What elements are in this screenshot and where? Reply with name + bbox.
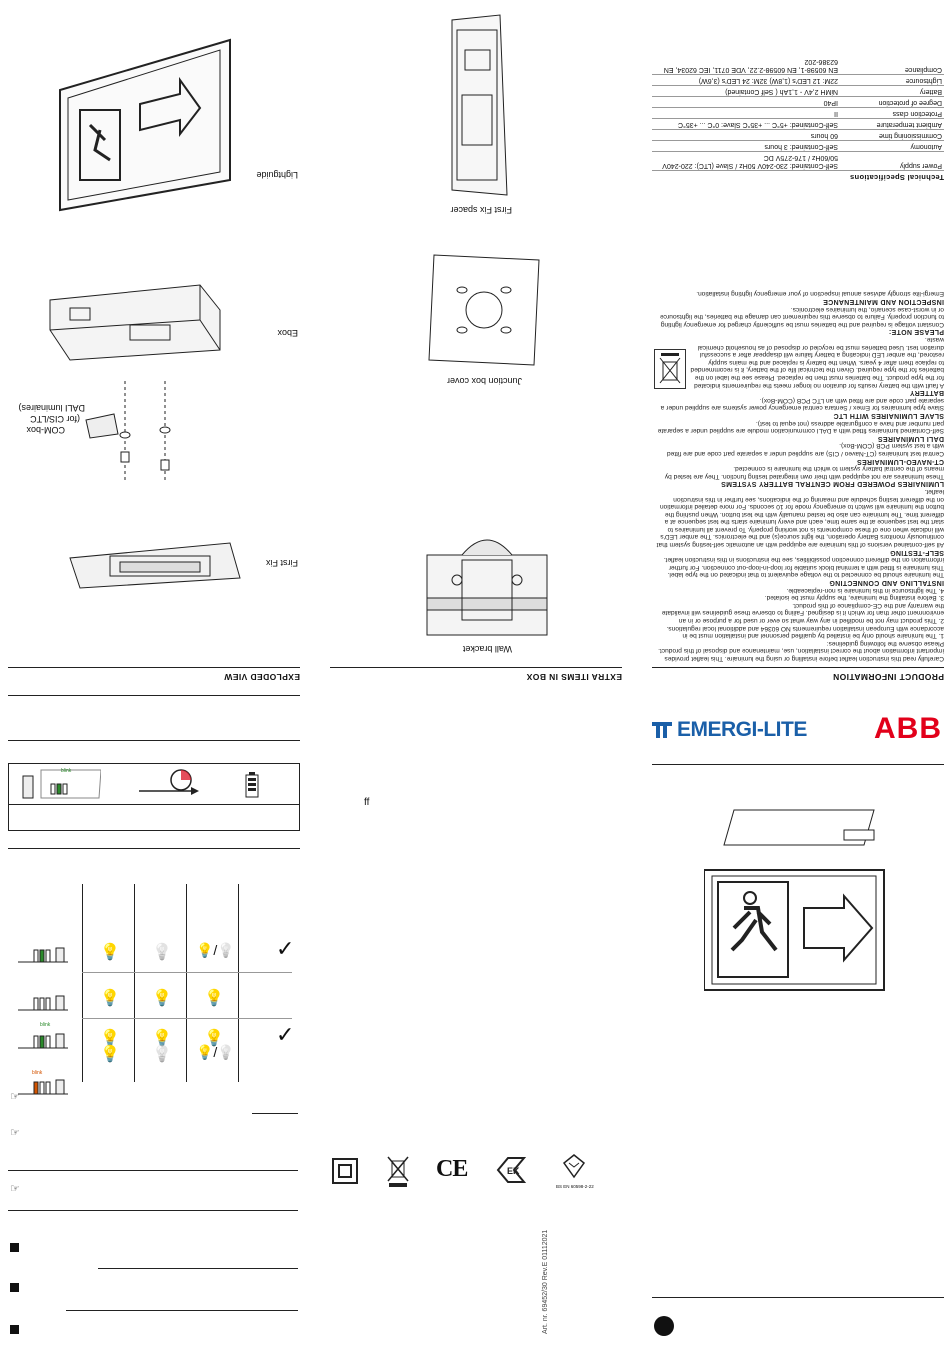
first-fix-label: First Fix (266, 558, 298, 568)
bullet-square-icon (10, 1243, 19, 1252)
junction-box-cover-label: Junction box cover (446, 376, 522, 386)
class-ii-icon (332, 1158, 358, 1184)
bullet-square-icon (10, 1325, 19, 1334)
battery-title: BATTERY (909, 389, 944, 397)
spec-row: Battery NiMH 2,4V - 1,1Ah ( Self Contained) (652, 86, 944, 97)
installing-text: The luminaire should be connected to the voltage equivalent to that indicated on the type label. This luminaire is fitted with a terminal block suitable for loop-in-loop-out connection. For further information on the different connection possibilities, see the instructions in this instruction leaflet. (663, 556, 944, 579)
central-text: These luminaires are not equipped with their own integrated testing function. They are tested by means of the central battery system to which the luminaire is connected. (664, 465, 944, 480)
spec-row: Protection class II (652, 108, 944, 119)
intro-text: Carefully read this instruction leaflet before installing or using the luminaire. This leaflet provides important information about the correct installation, use, maintenance and disposal of this product. (658, 647, 944, 662)
wall-bracket-drawing (422, 520, 552, 640)
spec-row: Ambient temperature Self-Contained: +5°C ... +35°C Slave: 0°C ... +35°C (652, 119, 944, 130)
slave-text: Slave type luminaires for Emex / Sentara central emergency power systems are supplied under a separate part code and are fitted with an LTC PCB (COM-Box). (660, 396, 944, 412)
screws-drawing (110, 370, 180, 480)
note-title: PLEASE NOTE: (888, 328, 944, 336)
emergi-lite-logo: EMERGI-LITE (652, 716, 807, 744)
led-row-2 (18, 990, 78, 1014)
bulb-lit-icon: 💡 (100, 944, 120, 961)
bsi-label: BS EN 60598-2-22 (556, 1184, 594, 1189)
exploded-column (8, 0, 300, 1353)
battery-icon (245, 772, 259, 798)
art-number: Art. nr. 69452/30 Rev.E 01112021 (542, 1229, 549, 1334)
hand-pointer-icon: ☞ (10, 1091, 20, 1103)
first-fix-spacer-label: First Fix spacer (450, 205, 512, 215)
self-testing-text: All self-contained versions of this luminaire are equipped with an automatic self-testing system that continuously monitors Battery operation, the light source(s) and the electronics. The amber LED's will indicate when one of these components is not working properly. To prevent all luminaires to start the test sequence at the same time, each and every luminaire starts the test sequence at a different time. The luminaire can also be tested manually with the test button. When pushing the button the luminaire will switch to emergency mode for 10 seconds. For more detailed information on the different testing schedule and meaning of the indications, see further in this instruction leaflet. (656, 487, 944, 549)
first-fix-drawing (60, 528, 250, 598)
guideline-4: 4. The lightsource in this luminaire is non-replaceable. (786, 586, 944, 594)
bulb-lit-icon: 💡 (100, 990, 120, 1007)
self-testing-title: SELF-TESTING (889, 548, 944, 556)
ebox-label: Ebox (277, 328, 298, 338)
installing-title: INSTALLING AND CONNECTING (829, 579, 944, 587)
bulb-toggle-icon: 💡/💡 (196, 1044, 235, 1060)
product-info-title: PRODUCT INFORMATION (832, 672, 944, 682)
bulb-lit-icon: 💡 (100, 1046, 120, 1063)
spec-row: Compliance EN 60598-1, EN 60598-2.22, VDE 0711, IEC 62034, EN 62386-202 (652, 56, 944, 75)
led-row-4 (18, 1074, 78, 1098)
kitemark-icon (562, 1153, 586, 1179)
com-box-label: COM-box (26, 425, 65, 435)
ctnaveo-text: Central test luminaires (CT-Naveo / CIS) are supplied under a separate part code and are fitted with a test system PCB (COM-Box). (666, 442, 944, 457)
led-row-1 (18, 942, 78, 966)
spec-table (652, 56, 944, 182)
wall-bracket-label: Wall bracket (462, 644, 512, 654)
emergi-lite-mark-icon (652, 720, 674, 740)
extra-items-rotated (330, 0, 622, 690)
bulb-lit-icon: 💡 (152, 1030, 172, 1047)
product-info-column (652, 0, 944, 1353)
bulb-lit-icon: 💡 (204, 1030, 224, 1047)
com-box-sub1: (for CIS/LTC (30, 414, 80, 424)
led-row-3 (18, 1028, 78, 1052)
bulb-lit-icon: 💡 (100, 1030, 120, 1047)
guideline-2: 2. This product may not be modified in any way what so ever or used for a purpose or in an environment other than for which it is designed. Failing to observe these guidelines will invalidate the warranty and the CE-compliance of this product. (661, 601, 944, 625)
lightguide-drawing (20, 20, 240, 230)
note-text: Constant voltage is required and the batteries must be sufficiently charged for emergency lighting to function properly. Failure to observe this requirement can damage the batteries, the lightsource or in worst-case scenario, the luminaires electronics. (660, 305, 944, 328)
inspection-text: Emergi-lite strongly advises annual inspection of your emergency lighting installation. (696, 290, 944, 298)
spec-row: Autonomy Self-Contained: 3 hours (652, 141, 944, 152)
central-title: LUMINAIRES POWERED FROM CENTRAL BATTERY SYSTEMS (720, 480, 944, 488)
blink-label: blink (40, 1022, 51, 1028)
junction-box-cover-drawing (424, 250, 544, 370)
guidelines-title: Please observe the following guidelines: (826, 639, 944, 647)
check-icon: ✓ (276, 936, 295, 961)
spec-row: Commissioning time 60 hours (652, 130, 944, 141)
bullet-square-icon (10, 1283, 19, 1292)
dali-text: Self-Contained luminaires fitted with a DALI communication module are supplied under a separate part number and have a configurable address (not equal to test). (657, 419, 944, 435)
spec-title: Technical Specifications (849, 173, 944, 182)
check-icon: ✓ (276, 1022, 295, 1047)
spec-row: Power supply Self-Contained: 230-240V 50Hz / Slave (LTC): 220-240V 50/60Hz / 176-275V DC (652, 152, 944, 171)
weee-bin-icon (386, 1155, 410, 1189)
weee-icon (654, 349, 686, 389)
first-fix-spacer-drawing (442, 10, 512, 200)
exploded-title: EXPLODED VIEW (223, 672, 300, 682)
dali-title: DALI LUMINAIRES (877, 434, 944, 442)
fragment-text: ff (364, 797, 370, 808)
svg-text:EK: EK (507, 1166, 520, 1176)
spec-row: Lightsource 22M: 12 LED's (1,8W) 32M: 24 LED's (3,6W) (652, 75, 944, 86)
bulb-off-icon: 💡 (152, 944, 172, 961)
test-sequence-box (8, 763, 300, 831)
product-info-rotated (652, 0, 944, 690)
bulb-lit-icon: 💡 (152, 990, 172, 1007)
inspection-title: INSPECTION AND MAINTENANCE (822, 298, 944, 306)
spec-row: Degree of protection IP40 (652, 97, 944, 108)
ce-mark-icon: CE (436, 1156, 468, 1182)
hand-pointer-icon: ☞ (10, 1183, 20, 1195)
extra-items-title: EXTRA ITEMS IN BOX (526, 672, 622, 682)
abb-logo: ABB (874, 712, 942, 745)
product-illustration (704, 800, 934, 1000)
blink-label: blink (32, 1070, 43, 1076)
bulb-lit-icon: 💡 (204, 990, 224, 1007)
hand-pointer-icon: ☞ (10, 1127, 20, 1139)
bulb-toggle-icon: 💡/💡 (196, 942, 235, 958)
extra-items-column (330, 0, 622, 1353)
lightguide-label: Lightguide (256, 170, 298, 180)
guideline-3: 3. Before installing the luminaire, the supply must be isolated. (764, 594, 944, 602)
clock-icon (169, 768, 193, 792)
slave-title: SLAVE LUMINAIRES WITH LTC (833, 412, 944, 419)
bulb-off-icon: 💡 (152, 1046, 172, 1063)
battery-text: A fault with the battery results for duration no longer meets the requirements indicated for the type product. The batteries must then be replaced. Please see the label on the batteries for the type required. Given the technical life of the battery, it is recommended to replace them after 4 years. When the battery is replaced and the mains supply restored, the amber LED indicating a battery failure will disappear after a successful duration test. Used batteries must be recycled or disposed of as household chemical waste. (690, 336, 944, 389)
exploded-rotated (8, 0, 300, 690)
blink-label: blink (61, 768, 72, 774)
com-box-sub2: DALI luminaires) (18, 403, 85, 413)
guideline-1: 1. The luminaire should only be installed by qualified personnel and installation must be in accordance with European installation requirements NO 60364 and additional local regulations. (666, 624, 944, 640)
enec-mark-icon (494, 1156, 528, 1184)
black-dot (654, 1316, 674, 1336)
ebox-drawing (40, 270, 240, 380)
ctnaveo-title: CT-NAVEO-LUMINAIRES (856, 457, 944, 465)
